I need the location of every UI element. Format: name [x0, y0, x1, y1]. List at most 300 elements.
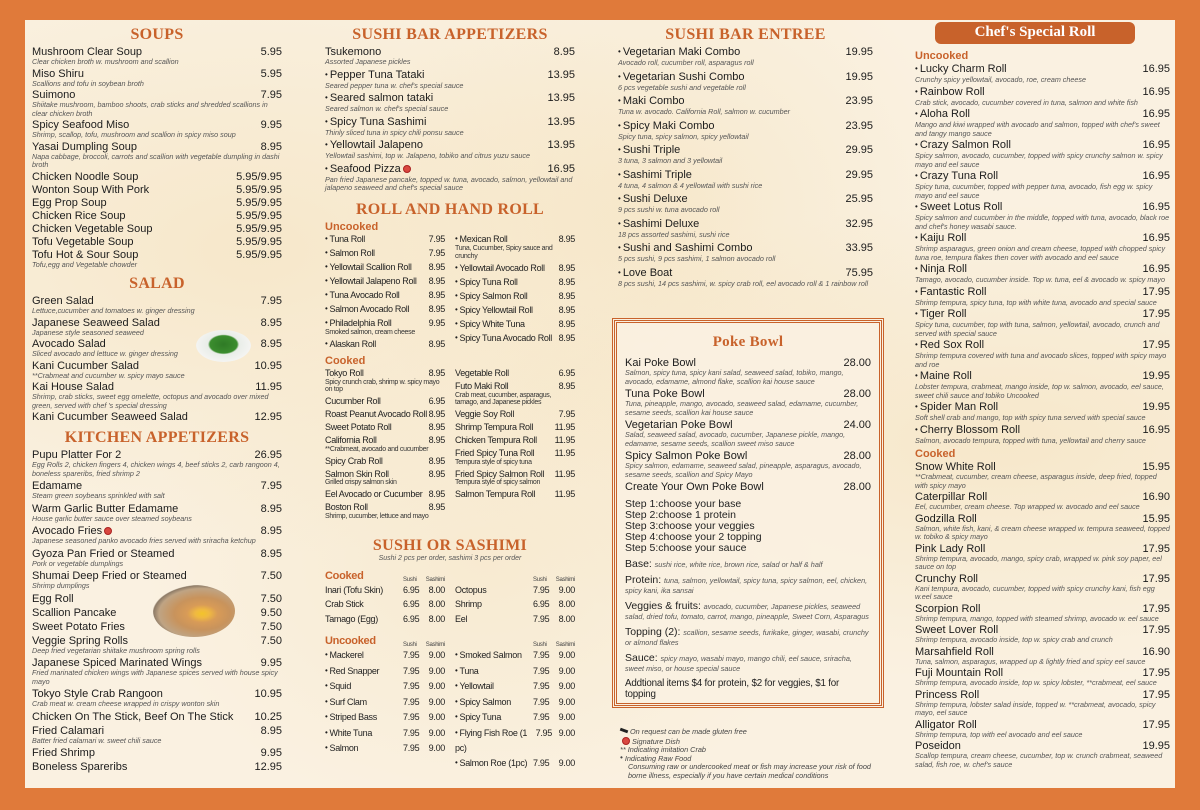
menu-item-name-wrap [618, 218, 699, 231]
roll-item [325, 339, 445, 351]
menu-item [32, 236, 282, 248]
menu-item-name-wrap [32, 184, 149, 196]
menu-item-price: 5.95/9.95 [236, 196, 282, 209]
menu-item-name: Spicy Salmon Poke Bowl [625, 450, 748, 462]
menu-item-desc: Shiitake mushroom, bamboo shoots, crab sticks and shredded scallions in clear chicken broth [32, 100, 268, 118]
roll-item-name-wrap [325, 396, 381, 407]
menu-item [915, 740, 1170, 769]
roll-item-name-wrap [455, 234, 507, 246]
menu-item-name: Spider Man Roll [919, 401, 999, 413]
menu-item-desc: Soft shell crab and mango, top with spicy tuna served with special sauce [915, 413, 1146, 422]
menu-item-desc: Crab stick, avocado, cucumber covered in tuna, salmon and white fish [915, 97, 1138, 107]
sushi-sashimi-row [325, 648, 445, 664]
menu-item-price: 8.95 [260, 502, 282, 515]
ss-sashimi-price: 8.00 [558, 599, 575, 609]
roll-item-name-wrap [455, 435, 537, 446]
menu-item-price: 19.95 [845, 70, 873, 83]
roll-cooked-left [325, 368, 445, 523]
poke-option-label: Protein: [625, 574, 662, 586]
menu-item [32, 621, 282, 633]
ss-sushi-price: 7.95 [533, 712, 550, 722]
legend-signature: Signature Dish [632, 736, 680, 746]
roll-item-price: 8.95 [428, 489, 445, 499]
legend [620, 728, 900, 781]
roll-item-name-wrap [455, 368, 509, 379]
menu-item [32, 635, 282, 656]
ss-prices [403, 664, 445, 680]
menu-item [915, 232, 1170, 262]
menu-item-row [32, 593, 282, 605]
menu-item-name: Gyoza Pan Fried or Steamed [32, 547, 175, 560]
sushi-sashimi-row [455, 664, 575, 680]
roll-item-price: 8.95 [428, 289, 445, 300]
ss-prices [533, 695, 575, 711]
menu-item [618, 169, 873, 191]
menu-item [32, 711, 282, 723]
roll-item [455, 305, 575, 317]
ss-sashimi-price: 9.00 [428, 681, 445, 691]
roll-item-price: 11.95 [554, 422, 575, 432]
roll-item [455, 422, 575, 433]
menu-item-name: Tofu Vegetable Soup [32, 235, 134, 248]
menu-item-row [625, 481, 871, 493]
roll-item-desc: Spicy crunch crab, shrimp w. spicy mayo on top [325, 378, 440, 393]
ss-prices [403, 648, 445, 664]
menu-item-name-wrap [915, 689, 979, 701]
sushi-bar-entree-title: SUSHI BAR ENTREE [665, 26, 826, 43]
roll-item-row [455, 409, 575, 420]
roll-item-row [325, 290, 445, 302]
menu-item-price: 8.95 [260, 316, 282, 329]
menu-item-price: 11.95 [255, 381, 282, 393]
menu-item-price: 7.95 [260, 480, 282, 492]
menu-item-price: 9.50 [260, 606, 282, 619]
roll-item-row [455, 435, 575, 446]
menu-item-price: 7.50 [260, 570, 282, 582]
poke-step: Step 1:choose your base [625, 498, 742, 510]
roll-item [455, 381, 575, 407]
menu-item-desc: Spicy tuna, cucumber, topped with pepper tuna, avocado, fish egg w. spicy mayo and eel sauce [915, 182, 1153, 200]
menu-item-price: 16.95 [1142, 108, 1170, 120]
menu-item-desc: Pork or vegetable dumplings [32, 558, 124, 568]
roll-item-name: Tuna Roll [329, 233, 365, 244]
menu-item-name-wrap [915, 286, 986, 299]
menu-item-price: 16.95 [1142, 232, 1170, 244]
roll-item-name: Chicken Tempura Roll [455, 435, 537, 445]
roll-item-row [455, 489, 575, 500]
roll-item-name-wrap [325, 368, 364, 379]
ss-name-wrap [325, 695, 367, 711]
menu-item-row [32, 317, 282, 329]
sushi-sashimi-row [455, 710, 575, 726]
menu-item-row [32, 141, 282, 153]
menu-item [915, 286, 1170, 308]
sushi-sashimi-row [455, 648, 575, 664]
menu-item-price: 15.95 [1142, 461, 1170, 473]
menu-item-price: 8.95 [260, 525, 282, 537]
menu-item [915, 339, 1170, 369]
roll-item [325, 248, 445, 260]
menu-item-desc: Thinly sliced tuna in spicy chili ponsu sauce [325, 127, 464, 137]
ss-prices [403, 583, 445, 598]
soups-list [32, 46, 282, 269]
menu-item-price: 10.95 [254, 688, 282, 700]
roll-item-price: 8.95 [428, 435, 445, 445]
roll-item-name: California Roll [325, 435, 377, 445]
ss-item-name: Flying Fish Roe (1 pc) [455, 727, 528, 753]
menu-item-name: Kai Poke Bowl [625, 357, 696, 369]
menu-item-desc: 5 pcs sushi, 9 pcs sashimi, 1 salmon avocado roll [618, 254, 776, 263]
menu-item-desc: Napa cabbage, broccoli, carrots and scallion with vegetable dumpling in dashi broth [32, 151, 280, 169]
roll-item-price: 8.95 [428, 339, 445, 349]
menu-item-name-wrap [32, 607, 116, 619]
menu-item [32, 570, 282, 591]
menu-item-name-wrap [325, 116, 426, 129]
roll-item [325, 422, 445, 433]
menu-item-row [618, 169, 873, 182]
ss-sushi-price: 6.95 [533, 599, 550, 609]
col-sashimi-label: Sashimi [555, 576, 575, 583]
menu-item-row [915, 646, 1170, 658]
menu-item-name-wrap [32, 223, 152, 235]
roll-item-name: Spicy Tuna Avocado Roll [459, 332, 553, 343]
roll-item-name-wrap [325, 502, 368, 513]
menu-item-price: 13.95 [547, 139, 575, 151]
menu-item-name: Rainbow Roll [919, 85, 985, 98]
ss-item-name: Salmon Roe (1pc) [459, 757, 528, 768]
menu-item-desc: Salad, seaweed salad, avocado, cucumber, Japanese pickle, mango, edamame, sesame seeds, scallion sweet miso sauce [625, 430, 846, 448]
ss-sushi-price: 6.95 [403, 613, 420, 624]
roll-item-price: 7.95 [558, 409, 575, 419]
roll-uncooked-left [325, 234, 445, 354]
roll-item-desc: Grilled crispy salmon skin [325, 479, 397, 486]
sushi-bar-entree-list [618, 46, 873, 288]
menu-item-name: Godzilla Roll [915, 512, 977, 525]
menu-item-price: 5.95/9.95 [236, 170, 282, 183]
col-sashimi-label: Sashimi [425, 576, 445, 583]
menu-item-price: 8.95 [260, 338, 282, 350]
menu-item-desc: Avocado roll, cucumber roll, asparagus roll [618, 58, 754, 67]
ss-name-wrap [455, 583, 486, 598]
poke-options [625, 559, 871, 674]
menu-item-name: Fried Calamari [32, 724, 105, 737]
ss-sashimi-price: 9.00 [558, 696, 575, 707]
sushi-sashimi-table [325, 564, 575, 772]
poke-option-label: Veggies & fruits: [625, 600, 701, 612]
poke-step: Step 5:choose your sauce [625, 542, 747, 554]
ss-item-name: Mackerel [329, 650, 364, 660]
menu-item-price: 23.95 [845, 95, 873, 107]
menu-item-name: Pepper Tuna Tataki [329, 68, 425, 81]
ss-item-name: Surf Clam [329, 696, 367, 707]
menu-item-name: Sweet Lover Roll [915, 624, 999, 636]
roll-item [455, 277, 575, 289]
menu-item [32, 525, 282, 546]
salad-list [32, 295, 282, 423]
menu-item-name: Poseidon [915, 740, 961, 752]
menu-item-name: Spicy Seafood Miso [32, 119, 130, 131]
menu-item-name: Tofu Hot & Sour Soup [32, 248, 139, 261]
menu-item [32, 223, 282, 235]
roll-item [325, 368, 445, 394]
ss-name-wrap [455, 612, 467, 627]
menu-item-name: Kani Cucumber Seaweed Salad [32, 411, 188, 423]
roll-item-name-wrap [325, 262, 412, 274]
menu-item-desc: Eel, cucumber, cream cheese. Top wrapped w. avocado and eel sauce [915, 502, 1140, 511]
menu-item-price: 7.95 [260, 89, 282, 101]
menu-item-row [32, 747, 282, 759]
menu-item-name: Seared salmon tataki [329, 92, 434, 104]
menu-item-price: 8.95 [260, 724, 282, 737]
poke-step: Step 3:choose your veggies [625, 520, 755, 532]
roll-item-row [325, 469, 445, 480]
menu-item-desc: Shrimp tempura, avocado, mango, spicy crab, wrapped w. pink soy paper, eel sauce on top [915, 553, 1162, 571]
roll-item-name: Salmon Tempura Roll [455, 489, 536, 499]
ss-name-wrap [455, 597, 482, 612]
ss-prices [533, 597, 575, 612]
ss-prices [533, 648, 575, 664]
sushi-sashimi-row [325, 664, 445, 680]
roll-item [325, 262, 445, 274]
menu-item-name-wrap [618, 120, 715, 133]
roll-item-name-wrap [325, 318, 391, 330]
menu-item-row [32, 411, 282, 423]
menu-item-desc: 4 tuna, 4 salmon & 4 yellowtail with sushi rice [618, 180, 763, 190]
ss-sushi-price: 7.95 [533, 681, 550, 691]
ss-prices [403, 710, 445, 726]
roll-uncooked-grid [325, 234, 575, 354]
menu-item [32, 503, 282, 524]
ss-sushi-price: 7.95 [533, 584, 550, 595]
menu-item [32, 89, 282, 118]
roll-item-desc: Crab meat, cucumber, asparagus, tamago, and Japanese pickles [455, 391, 552, 406]
roll-item-desc: Smoked salmon, cream cheese [325, 329, 415, 336]
ss-sashimi-price: 9.00 [428, 727, 445, 738]
menu-item-name-wrap [32, 317, 160, 329]
menu-item-price: 28.00 [843, 357, 871, 369]
menu-item-desc: 18 pcs assorted sashimi, sushi rice [618, 229, 730, 239]
chefs-special-roll-title: Chef's Special Roll [935, 22, 1135, 44]
poke-option-text: spicy mayo, wasabi mayo, mango chili, eel sauce, sriracha, sweet miso, or house special sauce [625, 654, 852, 673]
ss-sashimi-price: 9.00 [428, 665, 445, 676]
menu-item-row [32, 725, 282, 737]
menu-item-row [32, 171, 282, 183]
roll-item-name-wrap [325, 422, 391, 433]
roll-item-name: Yellowtail Scallion Roll [329, 261, 412, 272]
roll-item-name-wrap [325, 339, 376, 351]
roll-item-name-wrap [325, 435, 377, 446]
menu-item-price: 16.95 [1142, 201, 1170, 213]
sushi-sashimi-row [455, 695, 575, 711]
menu-item-name: Tiger Roll [919, 308, 967, 320]
roll-item [455, 448, 575, 466]
ss-sushi-price: 6.95 [403, 599, 420, 609]
ss-sushi-price: 7.95 [403, 712, 420, 722]
menu-item-price: 9.95 [260, 657, 282, 669]
menu-item-price: 7.95 [260, 295, 282, 307]
ss-prices [403, 597, 445, 612]
menu-item-name-wrap [32, 141, 137, 153]
ss-sashimi-price: 9.00 [428, 743, 445, 753]
legend-warning: Consuming raw or undercooked meat or fish may increase your risk of food borne illness, especially if you have certain medical conditions [628, 762, 871, 780]
ss-sushi-price: 6.95 [403, 584, 420, 595]
sushi-sashimi-row [455, 756, 575, 772]
legend-imitation-crab: ** Indicating imitation Crab [620, 745, 706, 755]
menu-item-desc: Batter fried calamari w. sweet chili sauce [32, 735, 162, 745]
menu-item-name: Vegetarian Sushi Combo [622, 70, 745, 83]
ss-name-wrap [325, 710, 377, 726]
menu-item [325, 92, 575, 114]
ss-sashimi-price: 8.00 [558, 613, 575, 624]
sushi-sashimi-subtitle: Sushi 2 pcs per order, sashimi 3 pcs per order [378, 554, 522, 562]
menu-item-price: 5.95/9.95 [236, 235, 282, 248]
roll-item-name: Tuna Avocado Roll [329, 289, 400, 300]
roll-item [325, 409, 445, 420]
menu-item-name-wrap [618, 71, 745, 84]
salad-title: SALAD [129, 275, 185, 292]
roll-item-row [455, 305, 575, 317]
menu-item-row [915, 603, 1170, 615]
menu-item-name-wrap [915, 573, 978, 585]
menu-item [325, 46, 575, 67]
menu-item-name: Scorpion Roll [915, 602, 981, 615]
menu-item [32, 688, 282, 709]
menu-item-name: Spicy Maki Combo [622, 119, 715, 132]
menu-item [618, 193, 873, 215]
menu-item-price: 12.95 [254, 761, 282, 773]
menu-item-row [32, 360, 282, 372]
poke-option-text: scallion, sesame seeds, furikake, ginger, wasabi, crunchy or almond flakes [625, 628, 869, 647]
menu-item [915, 370, 1170, 400]
menu-item-row [915, 513, 1170, 525]
menu-item-desc: Shrimp asparagus, green onion and cream cheese, topped with chopped spicy tuna roe, tempura flakes then cover with avocado and eel sauce [915, 244, 1166, 262]
menu-item-name: Pupu Platter For 2 [32, 449, 122, 461]
menu-item-price: 10.95 [254, 359, 282, 372]
menu-item [618, 46, 873, 68]
menu-item-desc: Shrimp, scallop, tofu, mushroom and scallion in spicy miso soup [32, 130, 236, 139]
menu-item-row [32, 236, 282, 248]
roll-item-name-wrap [325, 290, 399, 302]
menu-item [915, 308, 1170, 338]
menu-item-price: 8.95 [553, 46, 575, 58]
sushi-sashimi-row [325, 741, 445, 757]
menu-item-name: Tsukemono [325, 46, 382, 58]
ss-sashimi-price: 8.00 [428, 584, 445, 595]
menu-item-name-wrap [32, 210, 126, 222]
roll-uncooked-right [455, 234, 575, 354]
chef-cooked-label: Cooked [915, 448, 956, 460]
menu-item-name-wrap [32, 411, 188, 423]
sushi-sashimi-row [325, 695, 445, 711]
menu-item-desc: Kani tempura, avocado, cucumber, topped with spicy crunchy kani, fish egg w.eel sauce [915, 583, 1155, 601]
menu-item [618, 144, 873, 166]
roll-item-price: 8.95 [558, 304, 575, 315]
menu-item-desc: Tamago, avocado, cucumber inside. Top w. tuna, eel & avocado w. spicy mayo [915, 275, 1165, 284]
menu-item [915, 108, 1170, 138]
roll-item-row [325, 248, 445, 260]
menu-item-desc: Spicy salmon and cucumber in the middle, topped with tuna, avocado, black roe and chef's honey wasabi sauce. [915, 213, 1170, 231]
ss-sushi-price: 7.95 [403, 696, 420, 707]
sushi-sashimi-row [455, 726, 575, 756]
menu-item-name-wrap [32, 593, 74, 605]
roll-item-name-wrap [455, 422, 533, 433]
roll-item-price: 8.95 [558, 318, 575, 329]
sushi-sashimi-row [325, 612, 445, 627]
roll-item-row [455, 381, 575, 392]
ss-item-name: Red Snapper [329, 665, 380, 676]
ss-prices [403, 695, 445, 711]
roll-item-row [325, 456, 445, 467]
menu-item [915, 513, 1170, 542]
menu-item [915, 719, 1170, 740]
menu-item-name: Crunchy Roll [915, 572, 978, 585]
menu-item [32, 381, 282, 410]
menu-item-name: Vegetarian Poke Bowl [625, 419, 733, 431]
roll-item-name-wrap [455, 305, 533, 317]
col-sushi-label: Sushi [533, 642, 547, 648]
menu-item-price: 75.95 [845, 266, 873, 279]
chef-cooked-list [915, 461, 1170, 769]
menu-item [32, 761, 282, 773]
menu-item [915, 201, 1170, 231]
roll-item-name: Sweet Potato Roll [325, 422, 392, 432]
menu-item-name-wrap [32, 761, 127, 773]
menu-item-price: 24.00 [843, 419, 871, 431]
roll-item-row [455, 448, 575, 459]
menu-item [32, 725, 282, 746]
menu-item-name-wrap [915, 603, 980, 615]
menu-item-price: 28.00 [843, 481, 871, 493]
menu-item [32, 480, 282, 501]
roll-item-name: Tokyo Roll [325, 368, 364, 378]
roll-item-row [455, 368, 575, 379]
roll-item-name-wrap [455, 469, 544, 480]
roll-item-price: 8.95 [428, 455, 445, 466]
ss-item-name: Spicy Tuna [459, 712, 502, 722]
menu-item-price: 15.95 [1142, 512, 1170, 525]
menu-item-price: 16.95 [1142, 263, 1170, 275]
menu-item-price: 5.95 [260, 46, 282, 58]
menu-item-price: 13.95 [547, 115, 575, 128]
menu-item-name: Fried Shrimp [32, 747, 95, 759]
menu-item-row [32, 197, 282, 209]
menu-item-row [32, 184, 282, 196]
roll-item-desc: Tuna, Cucumber, Spicy sauce and crunchy [455, 245, 553, 260]
menu-item-name: Pink Lady Roll [915, 542, 986, 555]
ss-sushi-price: 7.95 [403, 743, 420, 753]
ss-name-wrap [455, 726, 536, 756]
roll-item-price: 8.95 [428, 409, 445, 419]
menu-item-desc: Crunchy spicy yellowtail, avocado, roe, cream cheese [915, 75, 1086, 84]
ss-name-wrap [455, 710, 501, 726]
menu-item-name: Red Sox Roll [919, 339, 985, 351]
menu-item-name: Chicken On The Stick, Beef On The Stick [32, 710, 234, 723]
roll-item-price: 8.95 [558, 276, 575, 287]
roll-item-name-wrap [325, 489, 423, 500]
menu-item [915, 170, 1170, 200]
menu-item-price: 25.95 [845, 193, 873, 205]
roll-item-price: 11.95 [554, 468, 575, 479]
menu-item-desc: 8 pcs sushi, 14 pcs sashimi, w. spicy crab roll, eel avocado roll & 1 rainbow roll [618, 278, 869, 288]
menu-item-desc: 3 tuna, 3 salmon and 3 yellowtail [618, 156, 723, 165]
poke-option [625, 559, 871, 570]
menu-item-price: 17.95 [1142, 542, 1170, 555]
menu-item-name-wrap [32, 249, 138, 261]
roll-item-name: Salmon Roll [329, 247, 375, 258]
ss-name-wrap [325, 664, 379, 680]
ss-sashimi-price: 9.00 [558, 650, 575, 660]
menu-item-row [915, 286, 1170, 299]
